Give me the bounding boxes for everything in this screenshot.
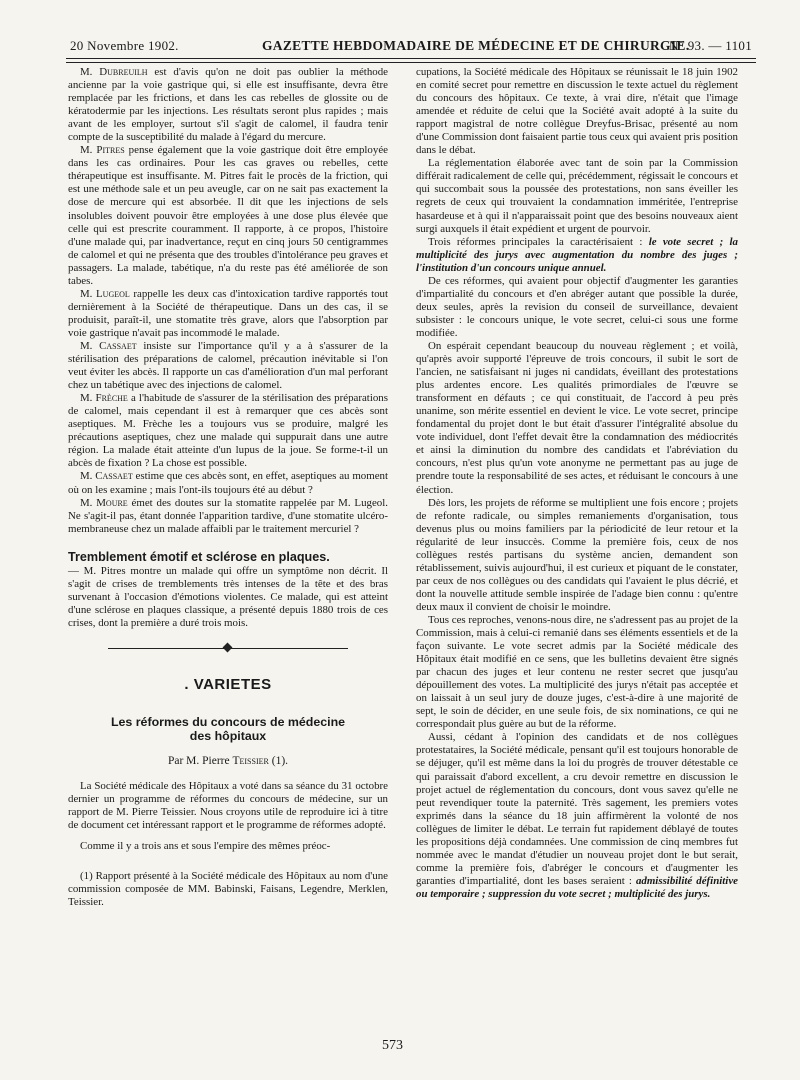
paragraph: La réglementation élaborée avec tant de soin par la Commission différait radicalement de celle qui, précédemment, régissait le concours et qui succombait sous la poussée des protestations, non sans éveiller les regrets de ceux qui trouvaient la condamnation imméritée, l'entreprise hasardeuse et à qui il n'apparaissait point que des besoins nouveaux aient surgi auxquels il était expédient et urgent de pourvoir. [416, 157, 738, 235]
paragraph: La Société médicale des Hôpitaux a voté dans sa séance du 31 octobre dernier un programme de réformes du concours de médecine, sur un rapport de M. Pierre Teissier. Nous croyons utile de reproduire ici à titre de document cet intéressant rapport et le programme de réformes adopté. [68, 780, 388, 832]
paragraph: De ces réformes, qui avaient pour objectif d'augmenter les garanties d'impartialité du concours et d'en abréger autant que possible la durée, deux seules, après la revision du conseil de surveillance, devaient subsister : le concours unique, le vote secret, celui-ci sous une forme modifiée. [416, 274, 738, 339]
paragraph: M. Dubreuilh est d'avis qu'on ne doit pas oublier la méthode ancienne par la voie gastrique qui, si elle est insuffisante, devra être remplacée par les frictions, et dans les cas rebelles de glossite ou de kératodermie par les injections. Les résultats seront plus rapides ; mais avant de les employer, surtout s'il s'agit de calomel, il faudra tenir compte de la susceptibilité du malade à l'égard du mercure. [68, 66, 389, 144]
paragraph: Aussi, cédant à l'opinion des candidats et de nos collègues protestataires, la Société médicale, pensant qu'il est toujours honorable de se déjuger, qu'il est même dans la loi du progrès de trouver détestable ce qui paraissait d'abord excellent, a cru devoir remettre en discussion le projet actuel de réglementation du concours, dont vous savez qu'elle ne peut revendiquer toute la paternité. Très sagement, les premiers votes exprimés dans la séance du 18 juin affirmèrent la volonté de nos collègues de limiter le débat. Le terrain fut rapidement déblayé de toutes les propositions déjà condamnées. Une commission de cinq membres fut nommée avec le mandat d'étudier un nouveau projet dont le but serait, comme la première fois, d'abréger le concours et d'augmenter les garanties d'impartialité, dont les bases seraient : admissibilité définitive ou temporaire ; suppression du vote secret ; multiplicité des jurys. [416, 731, 738, 900]
paragraph: Tous ces reproches, venons-nous dire, ne s'adressent pas au projet de la Commission, mais à celui-ci remanié dans ses éléments essentiels et de la façon suivante. Le vote secret admis par la Société médicale des Hôpitaux était modifié en ce sens, que les bulletins devaient être signés par chacun des juges et leur contenu ne rester secret que jusqu'au dépouillement des votes. La multiplicité des jurys n'était pas acceptée et on laissait à un seul jury de douze juges, c'est-à-dire à une majorité de sept, le soin de décider, en une seule fois, de six nominations, ce qui ne correspondait plus guère au but de la réforme. [416, 613, 738, 731]
footnote: (1) Rapport présenté à la Société médicale des Hôpitaux au nom d'une commission composée de MM. Babinski, Faisans, Legendre, Merklen, Teissier. [68, 870, 388, 909]
paragraph: M. Cassaet insiste sur l'importance qu'il y a à s'assurer de la stérilisation des préparations de calomel, précaution inévitable si l'on veut éviter les abcès. Il rapporte un cas d'amélioration d'un mal perforant chez un tabétique avec des injections de calomel. [68, 339, 388, 392]
article-title: Les réformes du concours de médecine des hôpitaux [110, 714, 346, 743]
paragraph: — M. Pitres montre un malade qui offre un symptôme non décrit. Il s'agit de crises de tremblements très intenses de la tête et des bras survenant à l'occasion d'émotions violentes. Ce malade, qui est atteint d'une sclérose en plaques classique, a présenté depuis 1880 trois de ces crises, dont la première a duré trois mois. [68, 564, 388, 629]
left-column [68, 66, 388, 909]
folio-page-number: 573 [382, 1038, 403, 1053]
header-date: 20 Novembre 1902. [70, 38, 179, 53]
subsection-heading: Tremblement émotif et sclérose en plaques. [68, 549, 330, 564]
journal-title: GAZETTE HEBDOMADAIRE DE MÉDECINE ET DE CHIRURGIE. [262, 38, 690, 53]
paragraph: Trois réformes principales la caractérisaient : le vote secret ; la multiplicité des jurys avec augmentation du nombre des juges ; l'institution d'un concours unique annuel. [416, 235, 739, 274]
paragraph: On espérait cependant beaucoup du nouveau règlement ; et voilà, qu'après avoir supporté l'épreuve de trois concours, il subit le sort de l'ancien, ne satisfaisant ni juges ni candidats, éveillant des protestations plus ardentes encore. Les qualités primordiales de l'œuvre se transforment en défauts ; ce qui constituait, de l'accord à peu près unanime, son mérite essentiel en devient le vice. Le vote secret, principe fondamental du projet dont le but était d'assurer l'intégralité absolue du vote individuel, dont l'effet devait être la condamnation des médiocrités et ainsi la diminution du nombre des candidats et l'abréviation du concours, n'est plus qu'un vote anonyme ne permettant pas au juge de prendre toute la responsabilité de ses actes, et réduisant le concours à une élection. [416, 339, 738, 496]
section-separator [68, 640, 388, 656]
section-title: . VARIETES [184, 675, 272, 693]
paragraph: M. Lugeol rappelle les deux cas d'intoxication tardive rapportés tout dernièrement à la Société de thérapeutique. Dans un des cas, il se produisit, paraît-il, une stomatite très grave, alors que l'absorption par voie gastrique n'avait pas incommodé le malade. [68, 287, 389, 339]
header-rule [66, 58, 756, 63]
paragraph: Comme il y a trois ans et sous l'empire des mêmes préoc- [80, 840, 331, 853]
paragraph: M. Pitres pense également que la voie gastrique doit être employée dans les cas ordinaires. Pour les cas graves ou rebelles, cette thérapeutique est insuffisante. M. Pitres fait le procès de la friction, qui est une méthode sale et un peu aveugle, car on ne sait pas exactement la dose de mercure qui est absorbée. Il dit que les injections de sels insolubles doivent pouvoir être employées à une dose plus élevée que celle qui est prescrite couramment. Il rapporte, à ce propos, l'histoire d'une malade qui, par inadvertance, reçut en cinq jours 50 centigrammes de calomel et qui ne présenta que des troubles d'intolérance peu graves et passagers. La malade, tabétique, n'a du reste pas été améliorée de son tabes. [68, 144, 388, 287]
running-header [62, 38, 758, 58]
diamond-ornament-icon [223, 642, 233, 652]
paragraph: M. Moure émet des doutes sur la stomatite rappelée par M. Lugeol. Ne s'agit-il pas, étant donnée l'apparition tardive, d'une stomatite ulcéro-membraneuse chez un malade affaibli par le traitement mercuriel ? [68, 496, 388, 535]
footnote-divider [74, 863, 80, 864]
paragraph: cupations, la Société médicale des Hôpitaux se réunissait le 18 juin 1902 en comité secret pour remettre en discussion le texte actuel du règlement du concours des hôpitaux. Ce texte, à vrai dire, n'était que l'image amendée et réduite de celui que la Société avait adopté à la suite du rapport magistral de notre collègue Dreyfus-Brisac, présenté au nom d'une Commission dont faisaient partie tous ceux qui avaient pris position dans le débat. [416, 66, 738, 157]
paragraph: M. Cassaet estime que ces abcès sont, en effet, aseptiques au moment où on les examine ; mais l'ont-ils toujours été au début ? [68, 470, 389, 496]
paragraph: Dès lors, les projets de réforme se multiplient une fois encore ; projets de refonte radicale, ou simples remaniements d'organisation, tous devenus plus ou moins familiers par la périodicité de leur retour et la régularité de leur insuccès. Comme la première fois, ceux de nos collègues restés partisans du système ancien, demandent son rétablissement, suivis aujourd'hui, il est curieux et piquant de le constater, par ceux de nos collègues ou des candidats qui l'avaient le plus décrié, et dont la nouvelle attitude semble inspirée de l'adage bien connu : qu'entre deux maux il convient de choisir le moindre. [416, 496, 738, 613]
header-page-number: N° 93. — 1101 [668, 38, 752, 53]
right-column [416, 66, 738, 901]
byline: Par M. Pierre Teissier (1). [167, 754, 289, 767]
paragraph: M. Frèche a l'habitude de s'assurer de la stérilisation des préparations de calomel, mais cependant il est à remarquer que ces abcès sont aseptiques. M. Frèche les a toujours vus se produire, malgré les précautions aseptiques, chez une malade qui suppurait dans une autre région. La malade était atteinte d'un lupus de la joue. Se forme-t-il un abcès de fixation ? La chose est possible. [68, 392, 388, 470]
